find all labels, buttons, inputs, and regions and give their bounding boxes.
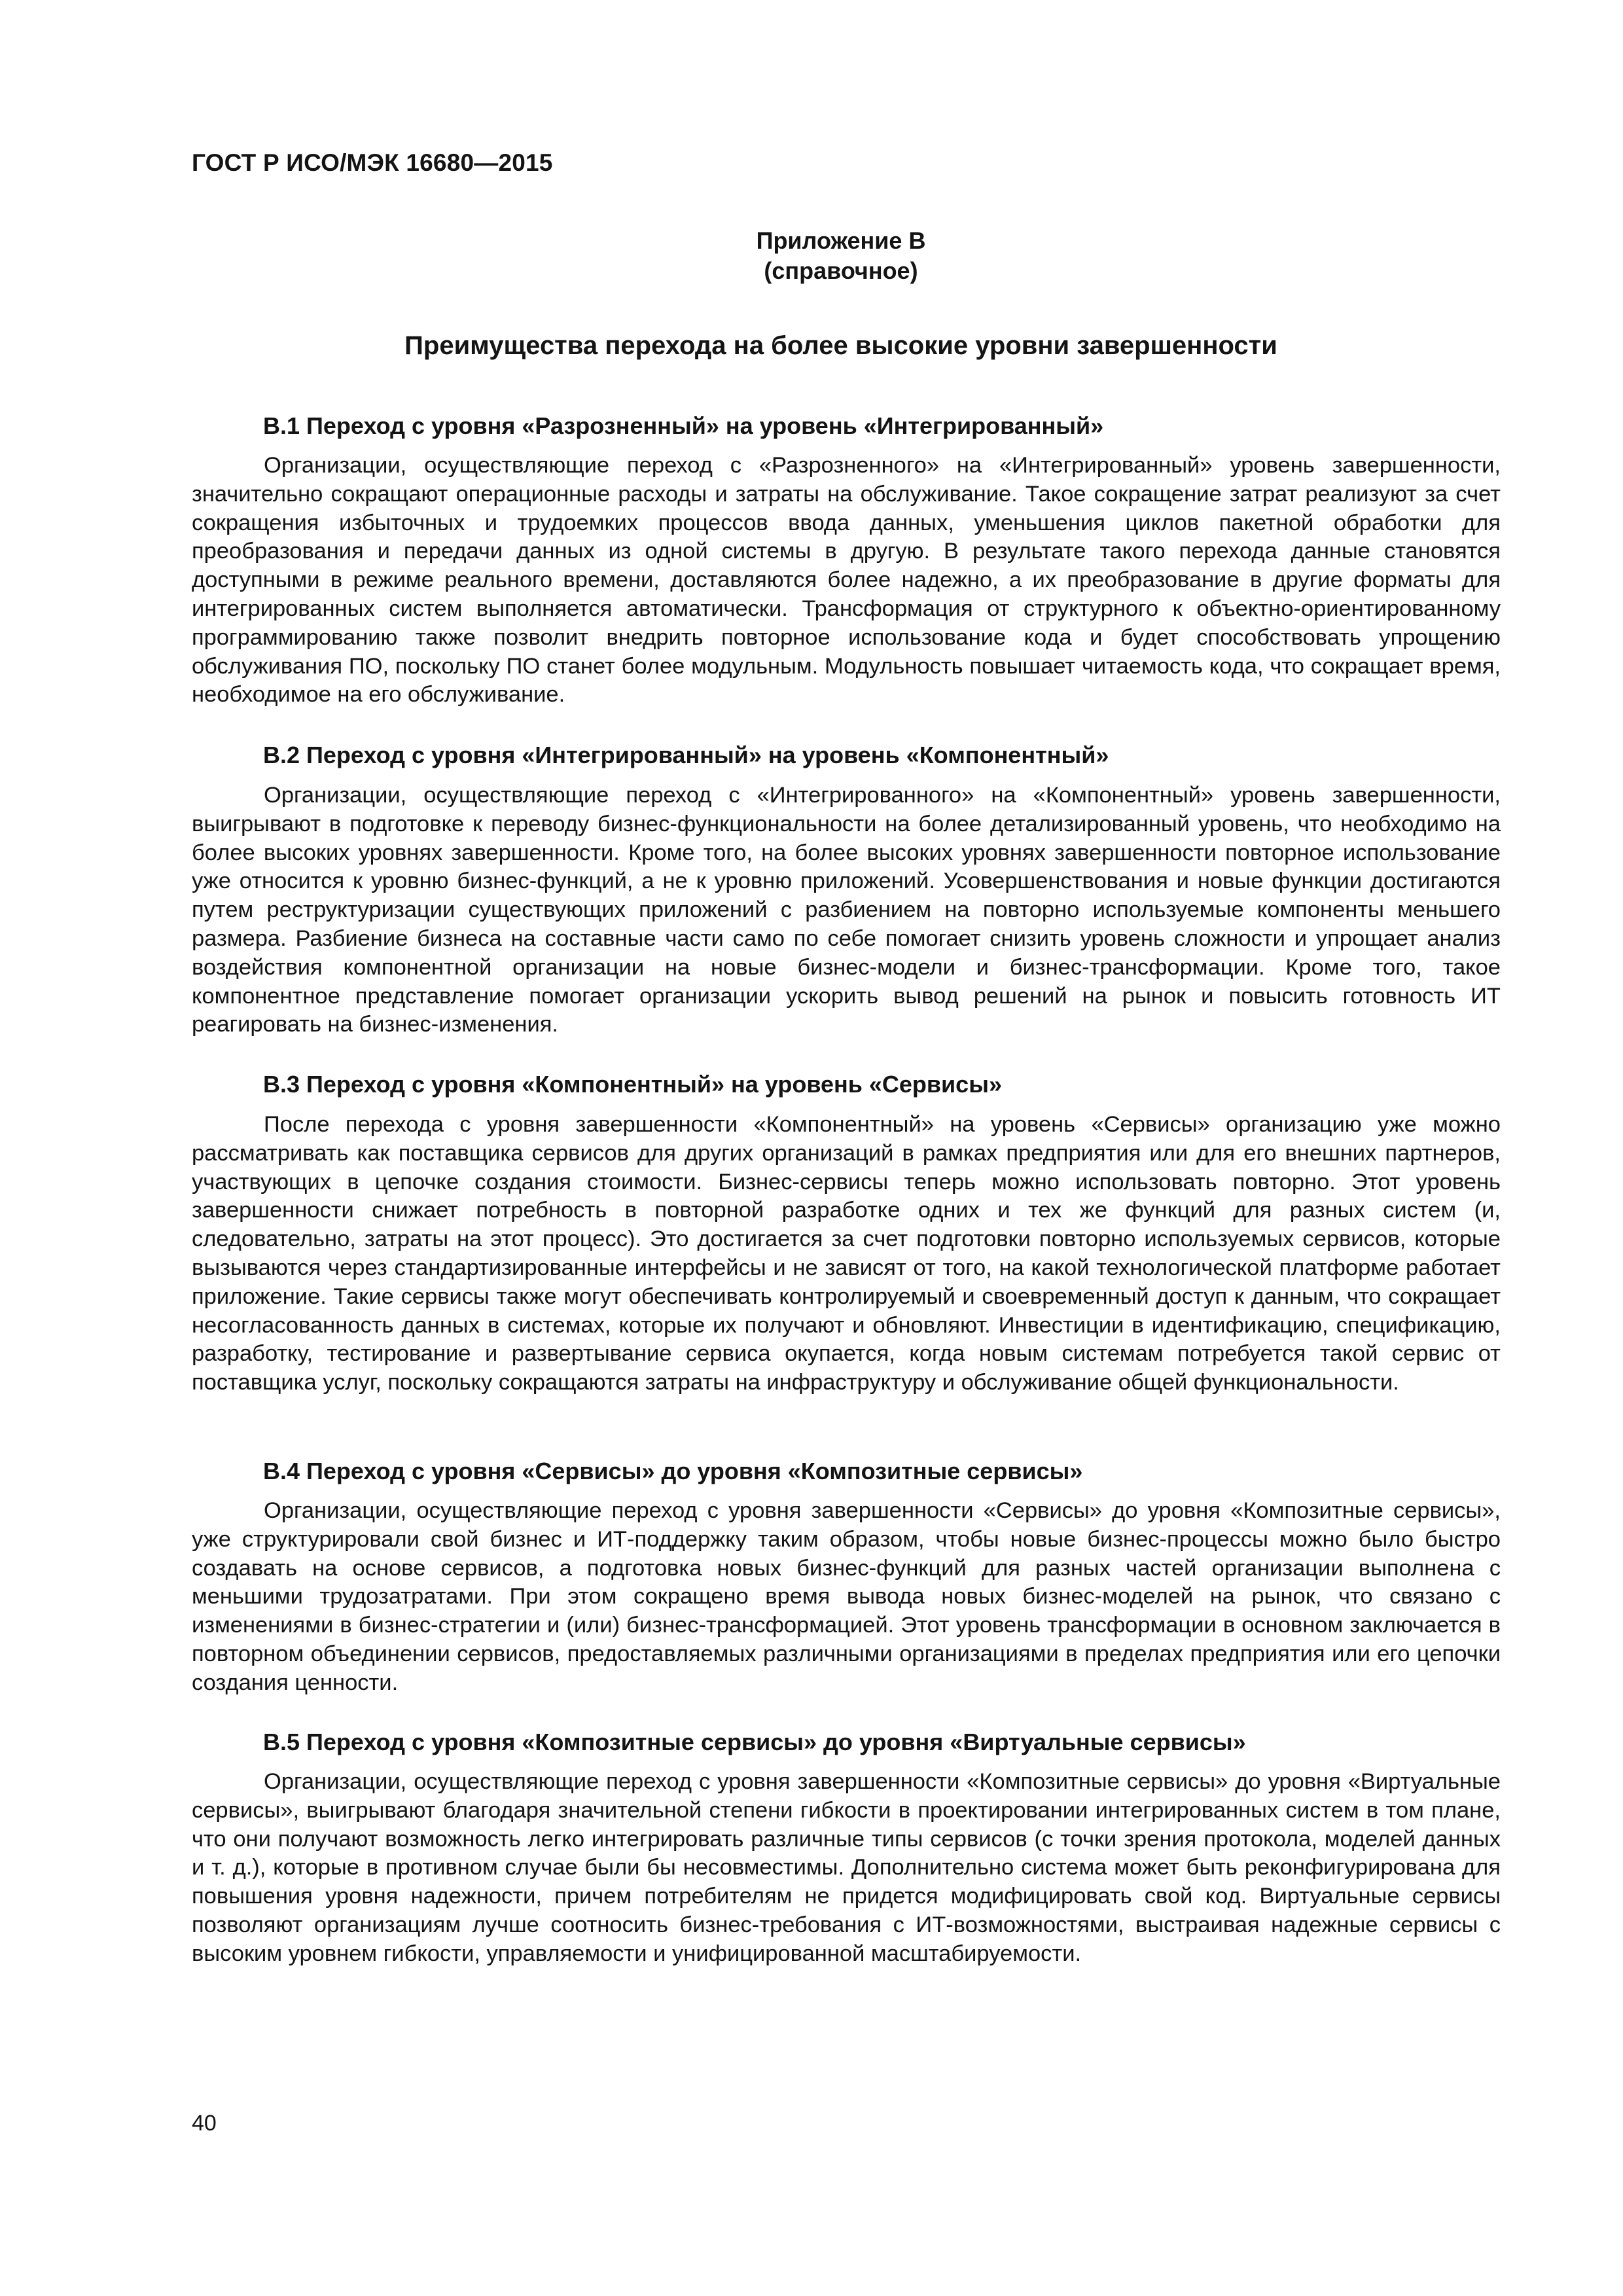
section-heading: В.5 Переход с уровня «Композитные сервисы» до уровня «Виртуальные сервисы»	[263, 1729, 1246, 1755]
section-paragraph: Организации, осуществляющие переход с уровня завершенности «Композитные сервисы» до уровня «Виртуальные сервисы», выигрывают благодаря значительной степени гибкости в проектировании интегрированных систем в том плане, что они получают возможность легко интегрировать различные типы сервисов (с точки зрения протокола, моделей данных и т. д.), которые в противном случае были бы несовместимы. Дополнительно система может быть реконфигурирована для повышения уровня надежности, причем потребителям не придется модифицировать свой код. Виртуальные сервисы позволяют организациям лучше соотносить бизнес-требования с ИТ-возможностями, выстраивая надежные сервисы с высоким уровнем гибкости, управляемости и унифицированной масштабируемости.	[192, 1769, 1501, 1966]
section-paragraph: Организации, осуществляющие переход с «Интегрированного» на «Компонентный» уровень завершенности, выигрывают в подготовке к переводу бизнес-функциональности на более детализированный уровень, что необходимо на более высоких уровнях завершенности. Кроме того, на более высоких уровнях завершенности повторное использование уже относится к уровню бизнес-функций, а не к уровню приложений. Усовершенствования и новые функции достигаются путем реструктуризации существующих приложений с разбиением на повторно используемые компоненты меньшего размера. Разбиение бизнеса на составные части само по себе помогает снизить уровень сложности и упрощает анализ воздействия компонентной организации на новые бизнес-модели и бизнес-трансформации. Кроме того, такое компонентное представление помогает организации ускорить вывод решений на рынок и повысить готовность ИТ реагировать на бизнес-изменения.	[192, 783, 1501, 1037]
standard-code-header: ГОСТ Р ИСО/МЭК 16680—2015	[192, 149, 553, 176]
section-paragraph: Организации, осуществляющие переход с уровня завершенности «Сервисы» до уровня «Композитные сервисы», уже структурировали свой бизнес и ИТ-поддержку таким образом, чтобы новые бизнес-процессы можно было быстро создавать на основе сервисов, а подготовка новых бизнес-функций для разных частей организации выполнена с меньшими трудозатратами. При этом сокращено время вывода новых бизнес-моделей на рынок, что связано с изменениями в бизнес-стратегии и (или) бизнес-трансформацией. Этот уровень трансформации в основном заключается в повторном объединении сервисов, предоставляемых различными организациями в пределах предприятия или его цепочки создания ценности.	[192, 1498, 1501, 1695]
section-paragraph: Организации, осуществляющие переход с «Разрозненного» на «Интегрированный» уровень завершенности, значительно сокращают операционные расходы и затраты на обслуживание. Такое сокращение затрат реализуют за счет сокращения избыточных и трудоемких процессов ввода данных, уменьшения циклов пакетной обработки для преобразования и передачи данных из одной системы в другую. В результате такого перехода данные становятся доступными в режиме реального времени, доставляются более надежно, а их преобразование в другие форматы для интегрированных систем выполняется автоматически. Трансформация от структурного к объектно-ориентированному программированию также позволит внедрить повторное использование кода и будет способствовать упрощению обслуживания ПО, поскольку ПО станет более модульным. Модульность повышает читаемость кода, что сокращает время, необходимое на его обслуживание.	[192, 453, 1501, 708]
section-heading: В.2 Переход с уровня «Интегрированный» на уровень «Компонентный»	[263, 742, 1109, 768]
section-heading: В.4 Переход с уровня «Сервисы» до уровня «Композитные сервисы»	[263, 1458, 1083, 1484]
section-heading: В.3 Переход с уровня «Компонентный» на уровень «Сервисы»	[263, 1071, 1002, 1098]
section-heading: В.1 Переход с уровня «Разрозненный» на уровень «Интегрированный»	[263, 412, 1104, 439]
annex-title: Приложение В	[756, 227, 926, 254]
page-title: Преимущества перехода на более высокие уровни завершенности	[404, 331, 1277, 360]
page-number: 40	[192, 2111, 217, 2136]
section-paragraph: После перехода с уровня завершенности «Компонентный» на уровень «Сервисы» организацию уже можно рассматривать как поставщика сервисов для других организаций в рамках предприятия или для его внешних партнеров, участвующих в цепочке создания стоимости. Бизнес-сервисы теперь можно использовать повторно. Этот уровень завершенности снижает потребность в повторной разработке одних и тех же функций для разных систем (и, следовательно, затраты на этот процесс). Это достигается за счет подготовки повторно используемых сервисов, которые вызываются через стандартизированные интерфейсы и не зависят от того, на какой технологической платформе работает приложение. Такие сервисы также могут обеспечивать контролируемый и своевременный доступ к данным, что сокращает несогласованность данных в системах, которые их получают и обновляют. Инвестиции в идентификацию, спецификацию, разработку, тестирование и развертывание сервиса окупается, когда новым системам потребуется такой сервис от поставщика услуг, поскольку сокращаются затраты на инфраструктуру и обслуживание общей функциональности.	[192, 1112, 1501, 1395]
annex-type: (справочное)	[764, 257, 918, 284]
